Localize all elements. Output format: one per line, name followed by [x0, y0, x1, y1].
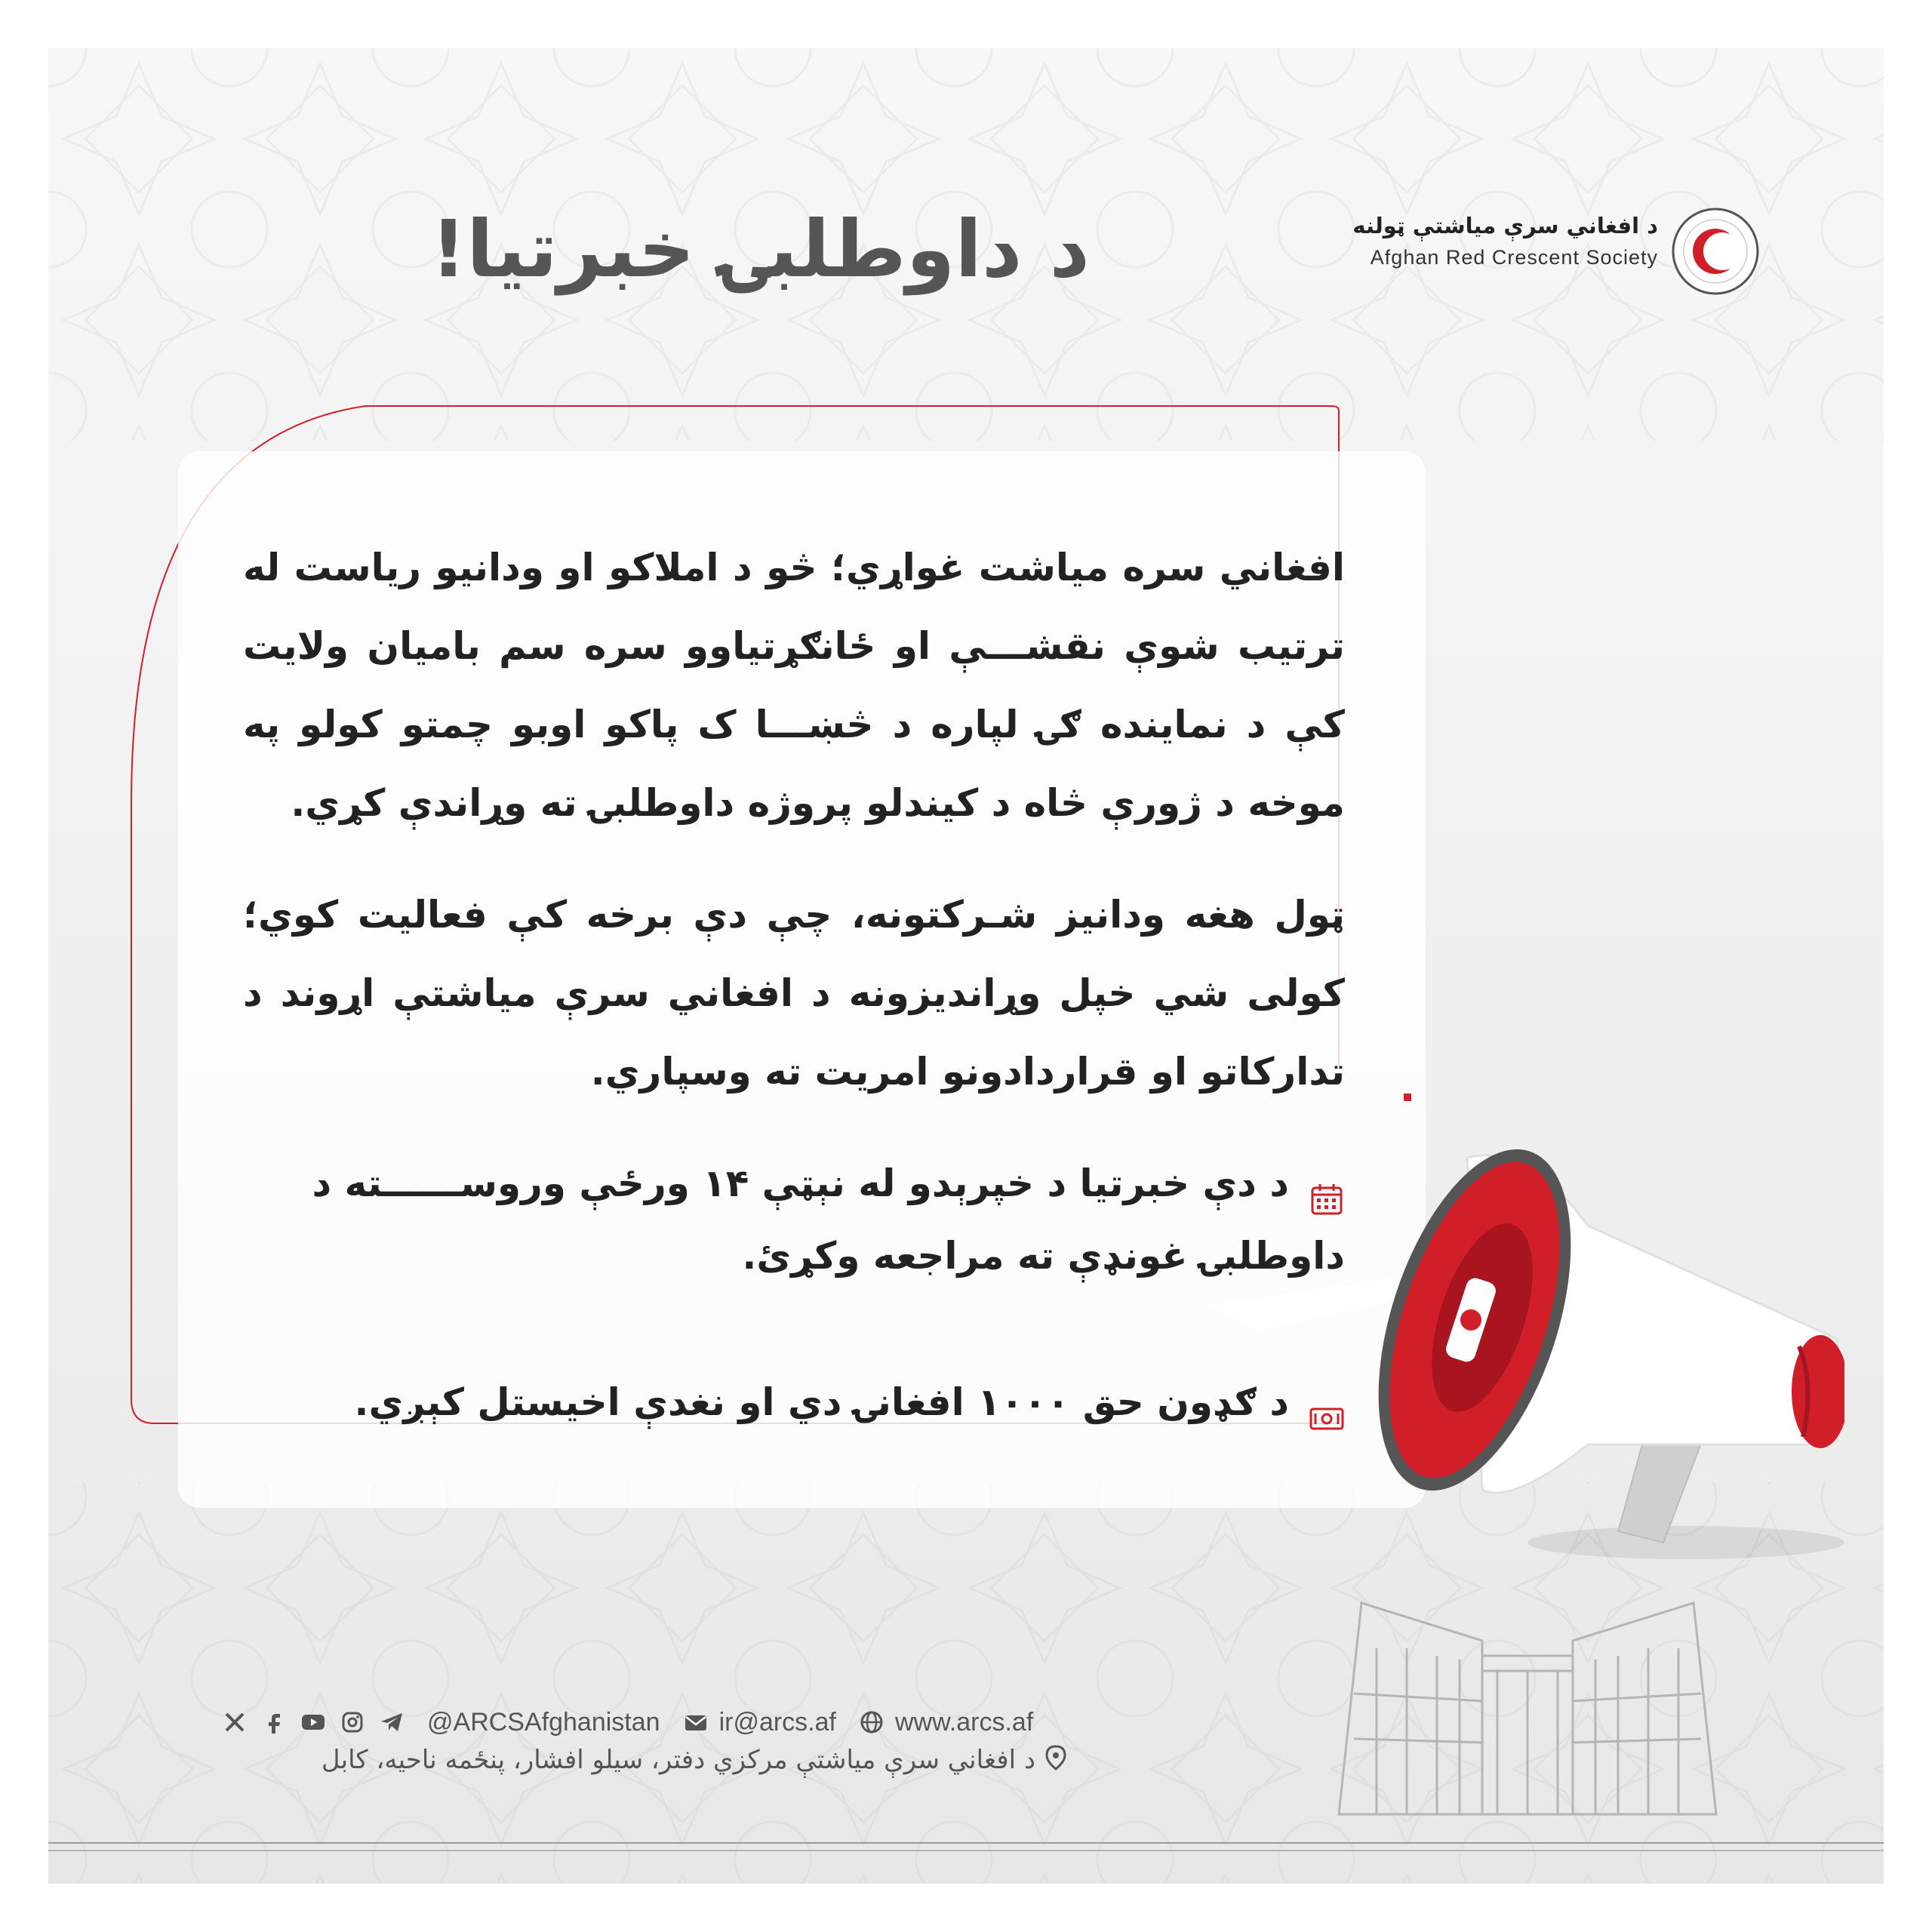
social-handle[interactable]: @ARCSAfghanistan [427, 1707, 660, 1737]
instagram-icon[interactable] [340, 1709, 365, 1735]
page-title: د داوطلبۍ خبرتیا! [430, 203, 1090, 295]
footer-address [222, 1745, 1067, 1790]
building-illustration [1331, 1558, 1724, 1829]
footer-divider [48, 1838, 1884, 1869]
footer-contact-row [222, 1700, 1067, 1745]
bullet-participation-fee-text: د ګډون حق ۱۰۰۰ افغانۍ دي او نغدې اخیستل کېږي. [354, 1380, 1289, 1424]
social-icons [222, 1709, 405, 1735]
mail-icon [683, 1709, 709, 1735]
org-name-pashto: د افغاني سرې میاشتې ټولنه [1352, 213, 1658, 238]
announcement-paragraph-1: افغاني سره میاشت غواړي؛ څو د املاکو او ودانیو ریاست له ترتیب شوې نقشـــې او ځانګړتیاوو سره سم بامیان ولایت کې د نماینده ګۍ لپاره د څښـــا ک پاکو اوبو چمتو کولو په موخه د ژورې څاه د کیندلو پروژه داوطلبۍ ته وړاندې کړي. [243, 546, 1345, 825]
facebook-icon[interactable] [261, 1709, 287, 1735]
telegram-icon[interactable] [379, 1709, 405, 1735]
website-link[interactable] [859, 1708, 1033, 1737]
bullet-meeting-date-text: د دې خبرتیا د خپرېدو له نېټې ۱۴ ورځې وروســــــته د داوطلبۍ غونډې ته مراجعه وکړئ. [312, 1161, 1345, 1278]
megaphone-icon [1165, 1052, 1844, 1580]
globe-icon [859, 1709, 884, 1735]
website-url[interactable]: www.arcs.af [895, 1707, 1034, 1737]
org-name-english: Afghan Red Crescent Society [1370, 246, 1658, 269]
youtube-icon[interactable] [300, 1709, 326, 1735]
email-address[interactable]: ir@arcs.af [718, 1707, 836, 1737]
announcement-paragraph-2: ټول هغه ودانیز شـرکتونه، چې دې برخه کې فعالیت کوي؛ کولی شي خپل وړاندیزونه د افغاني سرې میاشتې اړوند د تدارکاتو او قراردادونو امریت ته وسپاري. [243, 893, 1345, 1094]
address-text: د افغاني سرې میاشتې مرکزي دفتر، سیلو افشار، پنځمه ناحیه، کابل [321, 1745, 1035, 1775]
x-icon[interactable] [222, 1709, 248, 1735]
poster [48, 48, 1884, 1884]
email-link[interactable] [683, 1708, 836, 1737]
location-pin-icon [1044, 1745, 1067, 1777]
